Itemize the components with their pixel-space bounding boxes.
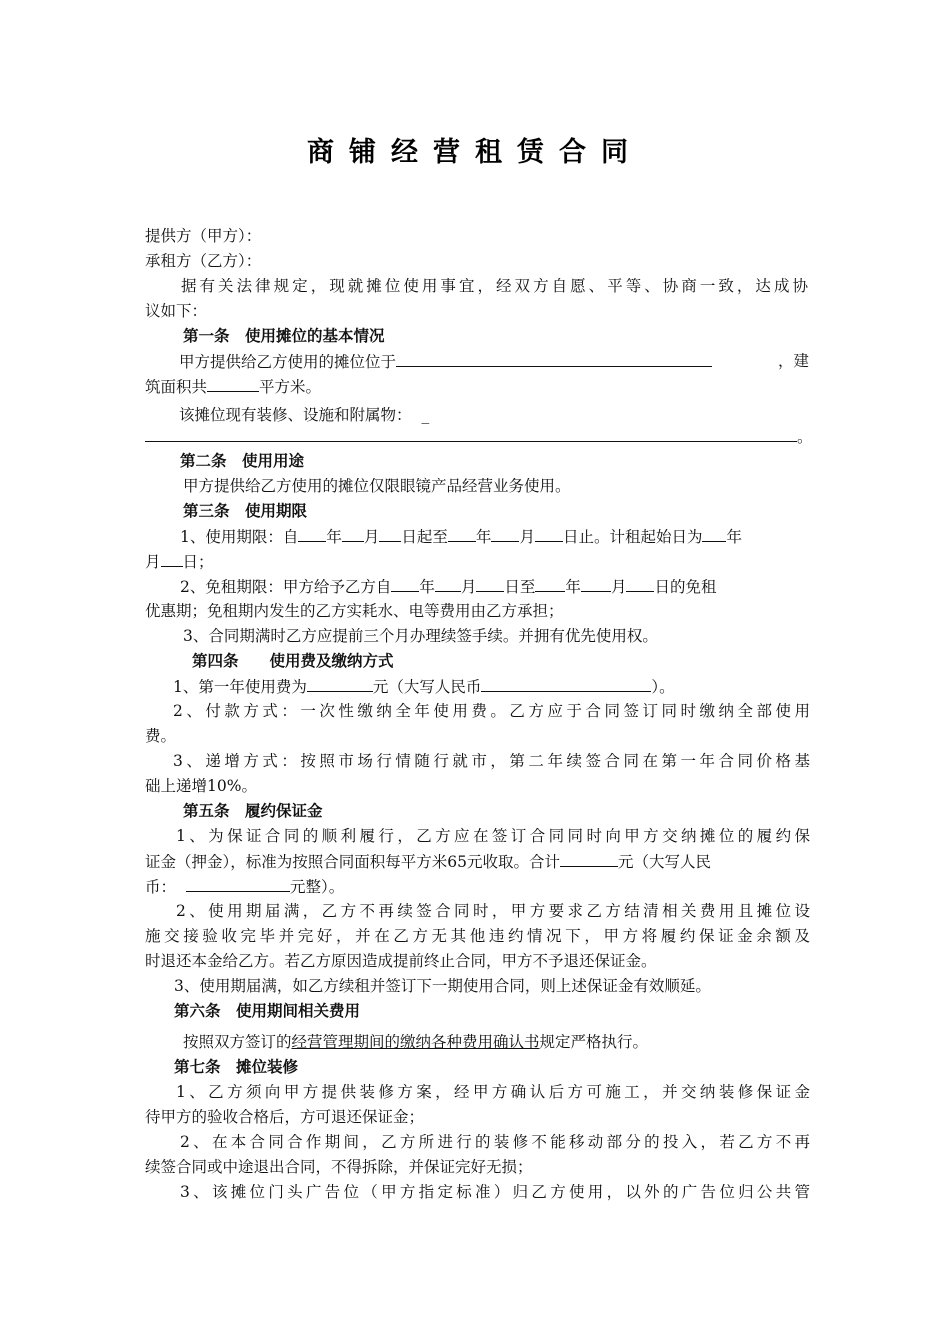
article-5-item-1-line-2 xyxy=(145,849,810,874)
fee-close-text: ）。 xyxy=(651,678,675,696)
article-3-item-1-line-1 xyxy=(180,524,810,549)
free-start-day-blank xyxy=(476,574,504,592)
fee-capital-text: 元（大写人民币 xyxy=(372,678,482,696)
article-6-text-a: 按照双方签订的 xyxy=(183,1033,292,1051)
term-year-label: 年 xyxy=(326,528,342,546)
term-start-year-blank xyxy=(298,524,326,542)
article-4-item-3-line-2: 础上递增10%。 xyxy=(145,777,257,795)
rent-start-day-blank xyxy=(161,549,183,567)
article-1-area-text: 筑面积共 xyxy=(145,378,208,396)
article-1-location-line xyxy=(179,349,809,374)
article-5-item-3: 3、使用期届满，如乙方续租并签订下一期使用合同，则上述保证金有效顺延。 xyxy=(174,977,711,995)
fee-confirmation-link: 经营管理期间的缴纳各种费用确认书 xyxy=(291,1033,540,1051)
term-text: 1、使用期限：自 xyxy=(180,528,299,546)
rent-start-year-label: 年 xyxy=(726,528,742,546)
article-1-area-line xyxy=(145,374,810,399)
article-4-item-2-line-1: 2、付款方式：一次性缴纳全年使用费。乙方应于合同签订同时缴纳全部使用 xyxy=(173,702,810,720)
contract-title: 商铺经营租赁合同 xyxy=(307,137,643,168)
fee-capital-blank xyxy=(481,674,651,692)
article-2-body: 甲方提供给乙方使用的摊位仅限眼镜产品经营业务使用。 xyxy=(183,477,571,495)
free-start-month-blank xyxy=(435,574,461,592)
term-end-day-blank xyxy=(535,524,563,542)
free-end-day-label: 日的免租 xyxy=(654,578,717,596)
term-to-label: 日起至 xyxy=(401,528,448,546)
article-7-item-1-line-1: 1、乙方须向甲方提供装修方案，经甲方确认后方可施工，并交纳装修保证金 xyxy=(176,1083,810,1101)
article-5-item-2-line-3: 时退还本金给乙方。若乙方原因造成提前终止合同，甲方不予退还保证金。 xyxy=(145,952,657,970)
article-1-heading: 第一条 使用摊位的基本情况 xyxy=(183,327,385,345)
article-7-item-1-line-2: 待甲方的验收合格后，方可退还保证金； xyxy=(145,1108,425,1126)
deposit-currency-text: 币： xyxy=(145,878,177,896)
term-end-month-blank xyxy=(491,524,519,542)
article-1-location-text: 甲方提供给乙方使用的摊位位于 xyxy=(179,353,397,371)
free-end-month-blank xyxy=(581,574,611,592)
location-blank xyxy=(396,349,712,367)
facilities-blank-line xyxy=(145,441,797,442)
term-start-month-blank xyxy=(342,524,364,542)
article-3-heading: 第三条 使用期限 xyxy=(183,502,308,520)
fee-amount-blank xyxy=(307,674,373,692)
free-start-year-blank xyxy=(391,574,419,592)
article-7-heading: 第七条 摊位装修 xyxy=(174,1058,299,1076)
facilities-end-mark: 。 xyxy=(797,428,813,446)
free-end-year-blank xyxy=(535,574,565,592)
article-7-item-2-line-2: 续签合同或中途退出合同，不得拆除，并保证完好无损； xyxy=(145,1158,533,1176)
article-1-facilities-line xyxy=(179,403,844,428)
article-7-item-3-line-1: 3、该摊位门头广告位（甲方指定标准）归乙方使用，以外的广告位归公共管 xyxy=(180,1183,810,1201)
article-5-item-1-line-1: 1、为保证合同的顺利履行，乙方应在签订合同同时向甲方交纳摊位的履约保 xyxy=(176,827,810,845)
article-2-heading: 第二条 使用用途 xyxy=(180,452,305,470)
free-start-year-label: 年 xyxy=(419,578,435,596)
term-end-year-blank xyxy=(448,524,476,542)
free-end-year-label: 年 xyxy=(565,578,581,596)
rent-start-year-blank xyxy=(702,524,726,542)
intro-line-1: 据有关法律规定，现就摊位使用事宜，经双方自愿、平等、协商一致，达成协 xyxy=(181,277,808,295)
facilities-underscore: _ xyxy=(421,406,430,424)
article-3-item-2-line-2: 优惠期；免租期内发生的乙方实耗水、电等费用由乙方承担； xyxy=(145,602,564,620)
rent-start-day-label: 日； xyxy=(182,553,214,571)
article-5-heading: 第五条 履约保证金 xyxy=(183,802,323,820)
term-end-year-label: 年 xyxy=(475,528,492,546)
article-4-item-1 xyxy=(173,674,838,699)
free-end-day-blank xyxy=(626,574,654,592)
article-1-facilities-text: 该摊位现有装修、设施和附属物： xyxy=(179,406,412,424)
article-5-item-1-line-3 xyxy=(145,874,810,899)
area-blank xyxy=(207,374,259,392)
article-1-build-text: ，建 xyxy=(777,352,809,370)
article-6-text-c: 规定严格执行。 xyxy=(539,1033,649,1051)
article-4-heading: 第四条 使用费及缴纳方式 xyxy=(192,652,394,670)
deposit-capital-blank xyxy=(186,874,290,892)
party-b-line: 承租方（乙方）： xyxy=(145,252,262,270)
article-1-area-unit: 平方米。 xyxy=(259,378,322,396)
free-period-text: 2、免租期限：甲方给予乙方自 xyxy=(180,578,392,596)
term-month-label: 月 xyxy=(363,528,380,546)
free-start-month-label: 月 xyxy=(460,578,477,596)
term-end-month-label: 月 xyxy=(519,528,535,546)
deposit-text: 证金（押金），标准为按照合同面积每平方米65元收取。合计 xyxy=(145,853,560,871)
article-4-item-2-line-2: 费。 xyxy=(145,727,177,745)
free-end-month-label: 月 xyxy=(610,578,627,596)
deposit-capital-text: 元（大写人民 xyxy=(617,853,711,871)
article-3-item-1-line-2 xyxy=(145,549,810,574)
article-5-item-2-line-2: 施交接验收完毕并完好，并在乙方无其他违约情况下，甲方将履约保证金余额及 xyxy=(145,927,810,945)
article-5-item-2-line-1: 2、使用期届满，乙方不再续签合同时，甲方要求乙方结清相关费用且摊位设 xyxy=(176,902,810,920)
article-4-item-3-line-1: 3、递增方式：按照市场行情随行就市，第二年续签合同在第一年合同价格基 xyxy=(173,752,810,770)
article-6-heading: 第六条 使用期间相关费用 xyxy=(174,1002,361,1020)
article-3-item-2-line-1 xyxy=(180,574,810,599)
rent-start-text: 日止。计租起始日为 xyxy=(562,528,703,546)
deposit-total-blank xyxy=(560,849,618,867)
fee-text: 1、第一年使用费为 xyxy=(173,678,307,696)
article-7-item-2-line-1: 2、在本合同合作期间，乙方所进行的装修不能移动部分的投入，若乙方不再 xyxy=(180,1133,810,1151)
article-3-item-3: 3、合同期满时乙方应提前三个月办理续签手续。并拥有优先使用权。 xyxy=(183,627,658,645)
article-6-body xyxy=(183,1030,848,1055)
term-start-day-blank xyxy=(379,524,401,542)
rent-start-month-label: 月 xyxy=(145,553,161,571)
free-to-label: 日至 xyxy=(504,578,536,596)
intro-line-2: 议如下： xyxy=(145,302,208,320)
party-a-line: 提供方（甲方）： xyxy=(145,227,262,245)
deposit-end-text: 元整）。 xyxy=(290,878,345,896)
